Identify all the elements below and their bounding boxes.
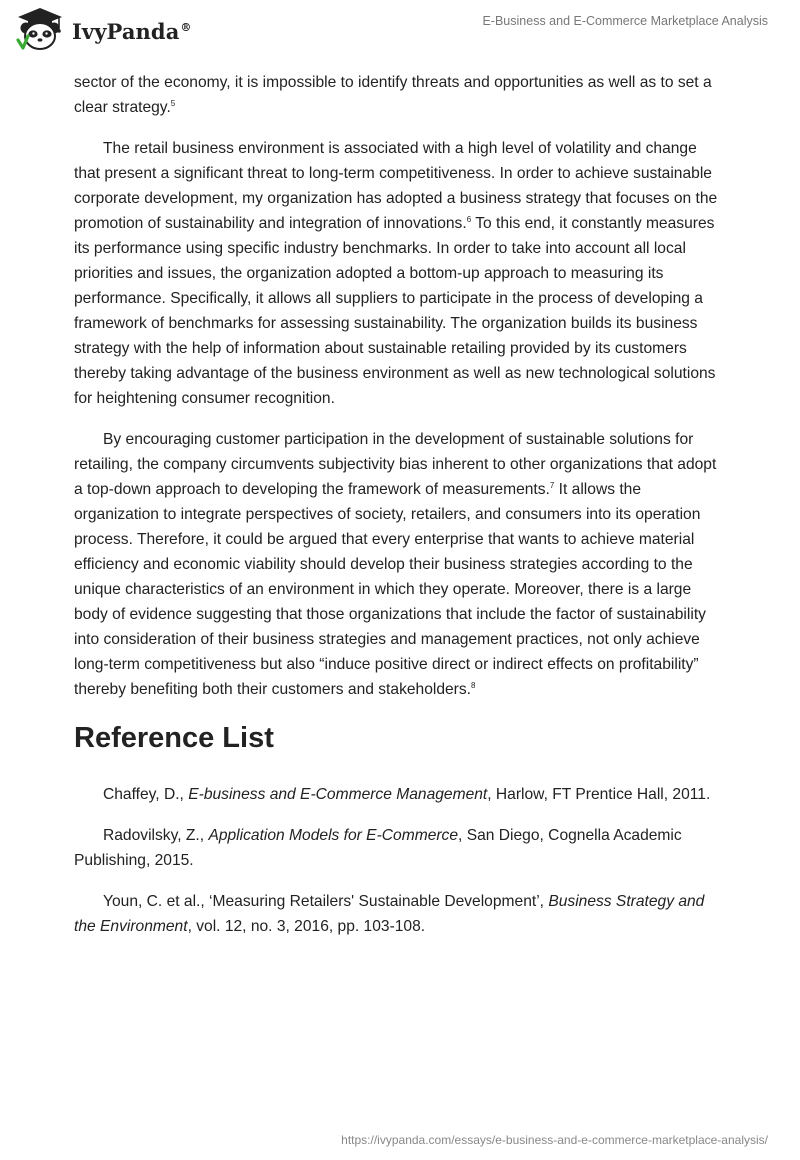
reference-item: Chaffey, D., E-business and E-Commerce Management, Harlow, FT Prentice Hall, 2011. bbox=[103, 786, 711, 803]
paragraph-2: The retail business environment is associated with a high level of volatility and change that present a significant threat to long-term competitiveness. In order to achieve sustainable corporate development, my organization has adopted a business strategy that focuses on the promotion of sustainability and integration of innovations.$^6$ To this end, it constantly measures its performance using specific industry benchmarks. In order to take into account all local priorities and issues, the organization adopted a bottom-up approach to measuring its performance. Specifically, it allows all suppliers to participate in the process of developing a framework of benchmarks for assessing sustainability. The organization builds its business strategy with the help of information about sustainable retailing provided by its customers thereby taking advantage of the business environment as well as new technological solutions for heightening consumer recognition. bbox=[74, 140, 718, 407]
essay-content bbox=[74, 70, 724, 955]
reference-title: E-business and E-Commerce Management bbox=[188, 786, 488, 803]
reference-list bbox=[74, 782, 724, 939]
paragraph-3: By encouraging customer participation in the development of sustainable solutions for retailing, the company circumvents subjectivity bias inherent to other organizations that adopt a top-down approach to developing the framework of measurements.$^7$ It allows the organization to integrate perspectives of society, retailers, and consumers into its operation process. Therefore, it could be argued that every enterprise that wants to achieve material efficiency and economic viability should develop their business strategies according to the unique characteristics of an environment in which they operate. Moreover, there is a large body of evidence suggesting that those organizations that include the factor of sustainability into consideration of their business strategies and management practices, not only achieve long-term competitiveness but also “induce positive direct or indirect effects on profitability” thereby benefiting both their customers and stakeholders.$^8$ bbox=[74, 431, 717, 698]
reference-item: Youn, C. et al., ‘Measuring Retailers' Sustainable Development’, Business Strategy and the Environment, vol. 12, no. 3, 2016, pp. 103-108. bbox=[74, 893, 705, 935]
footnote-ref-5[interactable]: 5 bbox=[170, 99, 176, 108]
source-url[interactable]: https://ivypanda.com/essays/e-business-and-e-commerce-marketplace-analysis/ bbox=[341, 1133, 768, 1147]
reference-title: Application Models for E-Commerce bbox=[208, 827, 459, 844]
reference-list-heading: Reference List bbox=[74, 722, 274, 754]
reference-item: Radovilsky, Z., Application Models for E-Commerce, San Diego, Cognella Academic Publishing, 2015. bbox=[74, 827, 682, 869]
logo-wordmark: IvyPanda® bbox=[72, 18, 192, 44]
ivypanda-logo[interactable] bbox=[14, 6, 192, 52]
document-title: E-Business and E-Commerce Marketplace Analysis bbox=[482, 14, 768, 28]
footnote-ref-8[interactable]: 8 bbox=[471, 681, 476, 690]
panda-icon bbox=[14, 6, 66, 52]
paragraph-1: sector of the economy, it is impossible to identify threats and opportunities as well as to set a clear strategy.$^5$ bbox=[74, 74, 712, 116]
page-header bbox=[0, 0, 800, 70]
reference-title: Business Strategy and the Environment bbox=[74, 893, 705, 935]
footnote-ref-7[interactable]: 7 bbox=[549, 481, 555, 490]
footnote-ref-6[interactable]: 6 bbox=[466, 215, 472, 224]
registered-mark: ® bbox=[180, 20, 192, 34]
